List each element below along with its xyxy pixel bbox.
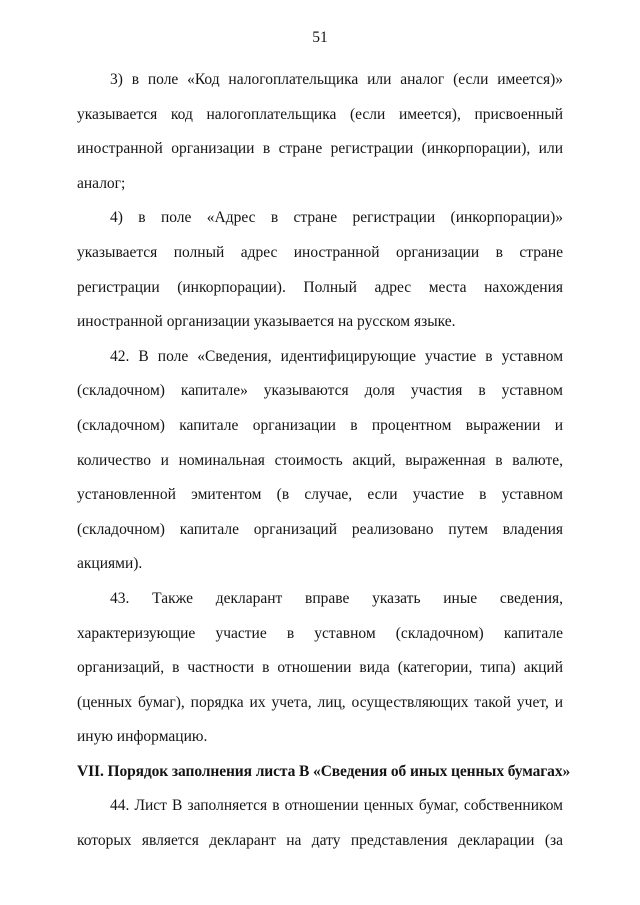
document-body <box>77 63 571 859</box>
paragraph-item-4: 4) в поле «Адрес в стране регистрации (инкорпорации)» указывается полный адрес иностранной организации в стране регистрации (инкорпорации). Полный адрес места нахождения иностранной организации указывается на русском языке. <box>77 209 563 331</box>
paragraph-42: 42. В поле «Сведения, идентифицирующие участие в уставном (складочном) капитале» указываются доля участия в уставном (складочном) капитале организации в процентном выражении и количество и номинальная стоимость акций, выраженная в валюте, установленной эмитентом (в случае, если участие в уставном (складочном) капитале организаций реализовано путем владения акциями). <box>77 347 563 573</box>
section-heading: VII. Порядок заполнения листа В «Сведения об иных ценных бумагах» <box>77 762 571 780</box>
paragraph-item-3: 3) в поле «Код налогоплательщика или аналог (если имеется)» указывается код налогоплательщика (если имеется), присвоенный иностранной организации в стране регистрации (инкорпорации), или аналог; <box>77 71 563 192</box>
page-number: 51 <box>312 29 328 46</box>
paragraph-43: 43. Также декларант вправе указать иные сведения, характеризующие участие в уставном (складочном) капитале организаций, в частности в отношении вида (категории, типа) акций (ценных бумаг), порядка их учета, лиц, осуществляющих такой учет, и иную информацию. <box>77 589 563 746</box>
paragraph-44: 44. Лист В заполняется в отношении ценных бумаг, собственником которых является декларант на дату представления декларации (за <box>77 797 563 850</box>
